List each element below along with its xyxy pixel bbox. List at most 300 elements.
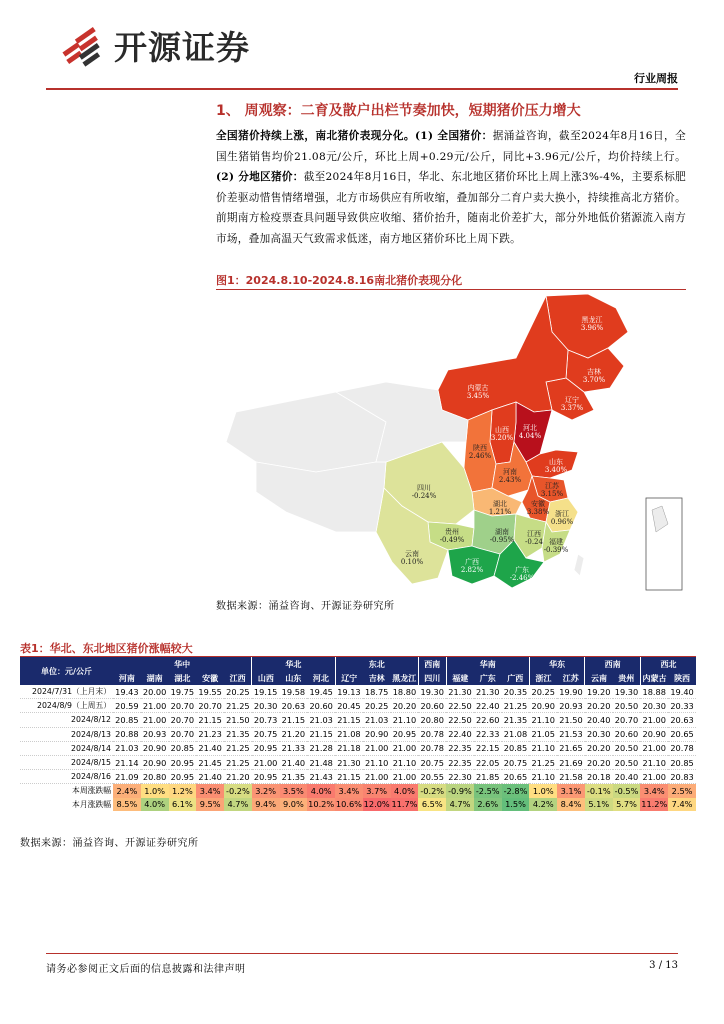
change-cell: 3.5% [280, 784, 308, 798]
price-cell: 20.70 [613, 713, 641, 727]
change-cell: 6.1% [169, 798, 197, 811]
price-cell: 21.00 [640, 770, 668, 784]
price-cell: 20.80 [141, 770, 169, 784]
price-cell: 22.60 [474, 713, 502, 727]
price-cell: 21.00 [391, 770, 419, 784]
price-cell: 21.00 [252, 755, 280, 769]
price-cell: 21.05 [529, 727, 557, 741]
region-xizang [256, 462, 386, 532]
table-row [20, 727, 696, 741]
map-region-name: 广东 [515, 566, 529, 574]
change-cell: 4.2% [529, 798, 557, 811]
price-cell: 21.65 [557, 741, 585, 755]
price-cell: 22.40 [446, 727, 474, 741]
price-cell: 20.45 [335, 699, 363, 713]
table-group-header [20, 657, 696, 671]
change-cell: 4.0% [307, 784, 335, 798]
price-cell: 21.15 [196, 713, 224, 727]
price-cell: 22.50 [446, 713, 474, 727]
map-region-value: -0.39% [543, 546, 569, 554]
table-row [20, 685, 696, 699]
group-header: 华北 [252, 657, 335, 671]
change-cell: 3.4% [335, 784, 363, 798]
group-header: 华东 [529, 657, 585, 671]
map-region-name: 湖北 [493, 500, 507, 508]
change-cell: 5.1% [585, 798, 613, 811]
price-cell: 20.20 [391, 699, 419, 713]
change-cell: 9.4% [252, 798, 280, 811]
price-cell: 20.50 [613, 755, 641, 769]
map-region-name: 浙江 [555, 510, 569, 518]
price-cell: 21.25 [224, 755, 252, 769]
province-header: 辽宁 [335, 671, 363, 685]
map-region-value: 4.04% [518, 432, 542, 440]
seg2-label: 分地区猪价： [238, 171, 304, 183]
map-region-value: 0.10% [400, 558, 424, 566]
table-row [20, 755, 696, 769]
price-cell: 18.80 [391, 685, 419, 699]
price-cell: 20.75 [252, 727, 280, 741]
price-cell: 21.15 [307, 727, 335, 741]
price-cell: 22.40 [474, 699, 502, 713]
price-cell: 20.95 [252, 741, 280, 755]
price-cell: 20.65 [668, 727, 696, 741]
price-cell: 21.00 [640, 713, 668, 727]
change-cell: 11.7% [391, 799, 418, 810]
change-cell: 2.4% [113, 784, 141, 798]
province-header: 黑龙江 [391, 671, 419, 685]
price-cell: 20.83 [668, 770, 696, 784]
change-cell: 3.7% [363, 784, 391, 798]
group-header: 西南 [418, 657, 446, 671]
price-cell: 22.33 [474, 727, 502, 741]
price-cell: 21.15 [335, 713, 363, 727]
group-header: 东北 [335, 657, 418, 671]
price-cell: 21.45 [196, 755, 224, 769]
seg2-text: 截至2024年8月16日，华北、东北地区猪价环比上周上涨3%-4%，主要系标肥价差驱动惜售情绪增强，北方市场供应有所收缩，叠加部分二育户卖大换小，持续推高北方猪价。前期南方检疫票查具问题导致供应收缩、猪价抬升，随南北价差扩大，部分外地低价猪源流入南方市场，叠加高温天气致需求低迷，南方地区猪价环比上周下跌。 [216, 171, 686, 245]
price-cell: 20.30 [252, 699, 280, 713]
table-row [20, 770, 696, 784]
price-cell: 20.60 [307, 699, 335, 713]
price-cell: 20.63 [280, 699, 308, 713]
change-cell: 1.5% [502, 798, 530, 811]
map-region-value: -0.24 [525, 538, 543, 546]
province-header: 四川 [418, 671, 446, 685]
price-cell: 19.20 [585, 685, 613, 699]
table-source: 数据来源：涌益咨询、开源证券研究所 [20, 838, 199, 849]
map-region-value: 3.37% [560, 404, 584, 412]
price-cell: 20.75 [502, 755, 530, 769]
monthly-change-row [20, 798, 696, 811]
change-cell: 1.0% [141, 784, 169, 798]
price-cell: 21.23 [196, 727, 224, 741]
price-cell: 20.60 [613, 727, 641, 741]
map-region-name: 内蒙古 [467, 384, 489, 392]
change-cell: 9.5% [196, 798, 224, 811]
price-cell: 18.75 [363, 685, 391, 699]
row-label: 2024/8/16 [20, 770, 113, 784]
province-header: 河南 [113, 671, 141, 685]
price-cell: 21.10 [529, 741, 557, 755]
price-cell: 20.40 [585, 713, 613, 727]
map-region-value: 2.43% [498, 476, 522, 484]
province-header: 湖北 [169, 671, 197, 685]
price-cell: 20.78 [418, 741, 446, 755]
change-cell: 3.4% [196, 784, 224, 798]
change-cell: -0.2% [224, 784, 252, 798]
price-cell: 20.75 [418, 755, 446, 769]
price-cell: 21.40 [196, 741, 224, 755]
map-region-name: 河北 [523, 424, 537, 432]
change-cell: 7.4% [668, 798, 696, 811]
price-cell: 21.10 [363, 755, 391, 769]
price-cell: 20.00 [141, 685, 169, 699]
map-region-name: 山西 [495, 426, 509, 434]
price-cell: 21.25 [224, 741, 252, 755]
price-cell: 19.13 [335, 685, 363, 699]
map-region-name: 陕西 [473, 444, 487, 452]
price-cell: 21.20 [224, 770, 252, 784]
price-cell: 19.90 [557, 685, 585, 699]
price-cell: 20.35 [502, 685, 530, 699]
province-header: 河北 [307, 671, 335, 685]
map-region-value: -0.95% [489, 536, 515, 544]
price-cell: 21.15 [280, 713, 308, 727]
change-cell: 5.7% [613, 798, 641, 811]
map-region-value: 3.70% [582, 376, 606, 384]
table-title: 表1：华北、东北地区猪价涨幅较大 [20, 642, 193, 655]
map-region-value: 2.46% [468, 452, 492, 460]
map-region-value: 3.40% [544, 466, 568, 474]
price-cell: 21.30 [446, 685, 474, 699]
table-province-header [20, 671, 696, 685]
map-region-name: 吉林 [587, 368, 601, 376]
change-cell: 10.6% [335, 799, 362, 810]
price-cell: 21.00 [363, 741, 391, 755]
map-region-name: 江西 [527, 530, 541, 538]
price-cell: 21.15 [335, 770, 363, 784]
price-cell: 21.00 [141, 699, 169, 713]
body-paragraph [216, 126, 686, 249]
price-cell: 20.85 [668, 755, 696, 769]
price-cell: 21.14 [113, 755, 141, 769]
price-cell: 20.40 [613, 770, 641, 784]
price-cell: 21.48 [307, 755, 335, 769]
figure-source: 数据来源：涌益咨询、开源证券研究所 [216, 601, 395, 612]
price-cell: 21.20 [280, 727, 308, 741]
footer-divider [46, 953, 678, 954]
lead-sentence: 全国猪价持续上涨，南北猪价表现分化。 [216, 130, 415, 142]
price-cell: 20.70 [169, 727, 197, 741]
price-cell: 20.90 [141, 741, 169, 755]
price-cell: 20.85 [502, 741, 530, 755]
brand-logo [60, 22, 250, 69]
price-cell: 19.58 [280, 685, 308, 699]
price-cell: 21.00 [640, 741, 668, 755]
price-cell: 20.90 [529, 699, 557, 713]
seg1-prefix: (1) [414, 130, 438, 142]
price-cell: 20.55 [418, 770, 446, 784]
footer-disclaimer: 请务必参阅正文后面的信息披露和法律声明 [46, 964, 246, 975]
change-cell: 1.0% [529, 784, 557, 798]
price-cell: 21.00 [363, 770, 391, 784]
price-cell: 20.78 [668, 741, 696, 755]
price-cell: 21.25 [502, 699, 530, 713]
report-type: 行业周报 [634, 72, 678, 85]
price-cell: 20.80 [418, 713, 446, 727]
region-taiwan [574, 554, 584, 576]
china-price-map [216, 292, 686, 592]
price-cell: 20.95 [169, 755, 197, 769]
map-region-name: 黑龙江 [581, 316, 603, 324]
change-cell: 2.6% [474, 798, 502, 811]
price-cell: 20.70 [196, 699, 224, 713]
change-cell: -0.5% [613, 784, 641, 798]
province-header: 吉林 [363, 671, 391, 685]
change-cell: 3.4% [640, 784, 668, 798]
seg1-label: 全国猪价： [437, 130, 493, 142]
price-cell: 22.35 [446, 755, 474, 769]
price-cell: 20.33 [668, 699, 696, 713]
change-cell: 8.4% [557, 798, 585, 811]
price-cell: 21.50 [557, 713, 585, 727]
map-region-value: 3.96% [580, 324, 604, 332]
map-region-value: 0.96% [550, 518, 574, 526]
price-cell: 21.03 [307, 713, 335, 727]
row-label: 本周涨跌幅 [72, 786, 112, 796]
price-cell: 20.59 [113, 699, 141, 713]
province-header: 山东 [280, 671, 308, 685]
change-cell: 4.0% [391, 784, 419, 798]
price-cell: 21.00 [391, 741, 419, 755]
region-neimenggu [438, 296, 568, 420]
price-cell: 20.18 [585, 770, 613, 784]
price-cell: 21.40 [280, 755, 308, 769]
row-label: 2024/8/15 [20, 755, 113, 769]
row-label: 2024/7/31（上月末） [20, 685, 113, 699]
seg1-text: 据涌益咨询，截至2024年8月16日，全国生猪销售均价21.08元/公斤，环比上周+0.29元/公斤，同比+3.96元/公斤，均价持续上行。 [216, 130, 686, 163]
map-region-name: 江苏 [545, 482, 559, 490]
price-cell: 22.15 [474, 741, 502, 755]
price-cell: 20.60 [418, 699, 446, 713]
price-cell: 20.63 [668, 713, 696, 727]
price-cell: 21.10 [529, 770, 557, 784]
province-header: 湖南 [141, 671, 169, 685]
price-cell: 20.78 [418, 727, 446, 741]
price-cell: 20.88 [113, 727, 141, 741]
price-cell: 20.93 [141, 727, 169, 741]
price-cell: 21.25 [529, 755, 557, 769]
change-cell: 4.0% [141, 798, 169, 811]
price-cell: 21.10 [529, 713, 557, 727]
map-region-value: 3.38% [526, 508, 550, 516]
price-cell: 20.25 [363, 699, 391, 713]
price-cell: 20.20 [585, 755, 613, 769]
price-cell: 21.33 [280, 741, 308, 755]
group-header: 华中 [113, 657, 252, 671]
price-cell: 22.30 [446, 770, 474, 784]
price-cell: 20.30 [640, 699, 668, 713]
change-cell: 4.7% [224, 798, 252, 811]
map-region-value: -2.46% [509, 574, 535, 582]
table-row [20, 741, 696, 755]
price-cell: 20.20 [585, 699, 613, 713]
row-label: 本月涨跌幅 [72, 799, 112, 809]
price-cell: 21.18 [335, 741, 363, 755]
price-cell: 20.85 [113, 713, 141, 727]
price-cell: 19.43 [113, 685, 141, 699]
change-cell: 9.0% [280, 798, 308, 811]
header-divider [46, 88, 678, 90]
change-cell: 3.2% [252, 784, 280, 798]
group-header: 西北 [640, 657, 696, 671]
price-cell: 22.35 [446, 741, 474, 755]
map-region-name: 河南 [503, 468, 517, 476]
price-cell: 20.30 [585, 727, 613, 741]
map-region-value: 3.45% [466, 392, 490, 400]
price-cell: 20.85 [169, 741, 197, 755]
change-cell: -2.5% [474, 784, 502, 798]
map-region-name: 辽宁 [565, 396, 579, 404]
price-cell: 20.50 [613, 699, 641, 713]
price-cell: 20.90 [363, 727, 391, 741]
change-cell: 6.5% [418, 798, 446, 811]
row-label: 2024/8/9（上周五） [20, 699, 113, 713]
price-cell: 21.53 [557, 727, 585, 741]
change-cell: 11.2% [641, 799, 668, 810]
change-cell: -2.8% [502, 784, 530, 798]
price-cell: 19.30 [418, 685, 446, 699]
map-region-value: 3.15% [540, 490, 564, 498]
province-header: 云南 [585, 671, 613, 685]
seg2-prefix: (2) [216, 171, 239, 183]
map-region-name: 福建 [549, 538, 563, 546]
price-cell: 21.03 [113, 741, 141, 755]
price-cell: 21.69 [557, 755, 585, 769]
price-cell: 20.70 [169, 713, 197, 727]
price-cell: 21.28 [307, 741, 335, 755]
change-cell: 4.7% [446, 798, 474, 811]
change-cell: -0.9% [446, 784, 474, 798]
price-cell: 20.50 [613, 741, 641, 755]
price-cell: 20.95 [252, 770, 280, 784]
change-cell: 8.5% [113, 798, 141, 811]
map-region-name: 广西 [465, 558, 479, 566]
price-cell: 20.70 [169, 699, 197, 713]
price-cell: 21.35 [224, 727, 252, 741]
price-cell: 20.93 [557, 699, 585, 713]
province-header: 广西 [502, 671, 530, 685]
map-region-name: 湖南 [495, 528, 509, 536]
map-region-value: 1.21% [488, 508, 512, 516]
section-title: 1、 周观察：二育及散户出栏节奏加快，短期猪价压力增大 [216, 103, 581, 119]
price-cell: 20.90 [640, 727, 668, 741]
price-cell: 21.08 [335, 727, 363, 741]
map-region-name: 四川 [417, 484, 431, 492]
map-region-value: 2.82% [460, 566, 484, 574]
row-label: 2024/8/12 [20, 713, 113, 727]
province-header: 内蒙古 [640, 671, 668, 685]
price-cell: 19.15 [252, 685, 280, 699]
change-cell: 12.0% [363, 799, 390, 810]
figure-divider [216, 289, 686, 290]
group-header: 西南 [585, 657, 641, 671]
row-label: 2024/8/14 [20, 741, 113, 755]
row-label: 2024/8/13 [20, 727, 113, 741]
price-cell: 20.90 [141, 755, 169, 769]
price-cell: 21.58 [557, 770, 585, 784]
price-table [20, 657, 696, 811]
map-region-value: -0.24% [411, 492, 437, 500]
price-cell: 20.20 [585, 741, 613, 755]
price-cell: 19.55 [196, 685, 224, 699]
price-cell: 21.09 [113, 770, 141, 784]
unit-label: 单位：元/公斤 [20, 657, 113, 685]
price-cell: 19.45 [307, 685, 335, 699]
province-header: 江苏 [557, 671, 585, 685]
price-cell: 20.95 [169, 770, 197, 784]
map-region-value: -0.49% [439, 536, 465, 544]
change-cell: 3.1% [557, 784, 585, 798]
price-cell: 21.00 [141, 713, 169, 727]
price-cell: 21.10 [391, 713, 419, 727]
price-cell: 21.10 [640, 755, 668, 769]
price-cell: 19.75 [169, 685, 197, 699]
price-cell: 21.08 [502, 727, 530, 741]
province-header: 陕西 [668, 671, 696, 685]
table-row [20, 699, 696, 713]
weekly-change-row [20, 784, 696, 798]
price-cell: 19.40 [668, 685, 696, 699]
price-cell: 21.25 [224, 699, 252, 713]
price-cell: 21.85 [474, 770, 502, 784]
price-cell: 21.40 [196, 770, 224, 784]
map-region-name: 贵州 [445, 528, 459, 536]
province-header: 福建 [446, 671, 474, 685]
map-region-name: 山东 [549, 458, 563, 466]
price-cell: 21.35 [280, 770, 308, 784]
province-header: 安徽 [196, 671, 224, 685]
province-header: 江西 [224, 671, 252, 685]
map-region-value: 3.20% [490, 434, 514, 442]
price-cell: 21.03 [363, 713, 391, 727]
change-cell: 10.2% [308, 799, 335, 810]
price-cell: 20.25 [529, 685, 557, 699]
change-cell: -0.1% [585, 784, 613, 798]
price-cell: 20.73 [252, 713, 280, 727]
price-cell: 19.30 [613, 685, 641, 699]
price-cell: 22.05 [474, 755, 502, 769]
price-cell: 21.10 [391, 755, 419, 769]
figure-title: 图1：2024.8.10-2024.8.16南北猪价表现分化 [216, 274, 463, 287]
change-cell: 1.2% [169, 784, 197, 798]
group-header: 华南 [446, 657, 529, 671]
price-cell: 21.35 [502, 713, 530, 727]
price-cell: 22.50 [446, 699, 474, 713]
map-region-name: 安徽 [531, 500, 545, 508]
price-cell: 21.30 [474, 685, 502, 699]
price-cell: 21.50 [224, 713, 252, 727]
price-cell: 18.88 [640, 685, 668, 699]
province-header: 广东 [474, 671, 502, 685]
province-header: 浙江 [529, 671, 557, 685]
page-number: 3 / 13 [649, 960, 678, 971]
price-cell: 20.25 [224, 685, 252, 699]
price-cell: 21.43 [307, 770, 335, 784]
table-row [20, 713, 696, 727]
map-region-name: 云南 [405, 550, 419, 558]
logo-mark-icon [60, 25, 106, 67]
